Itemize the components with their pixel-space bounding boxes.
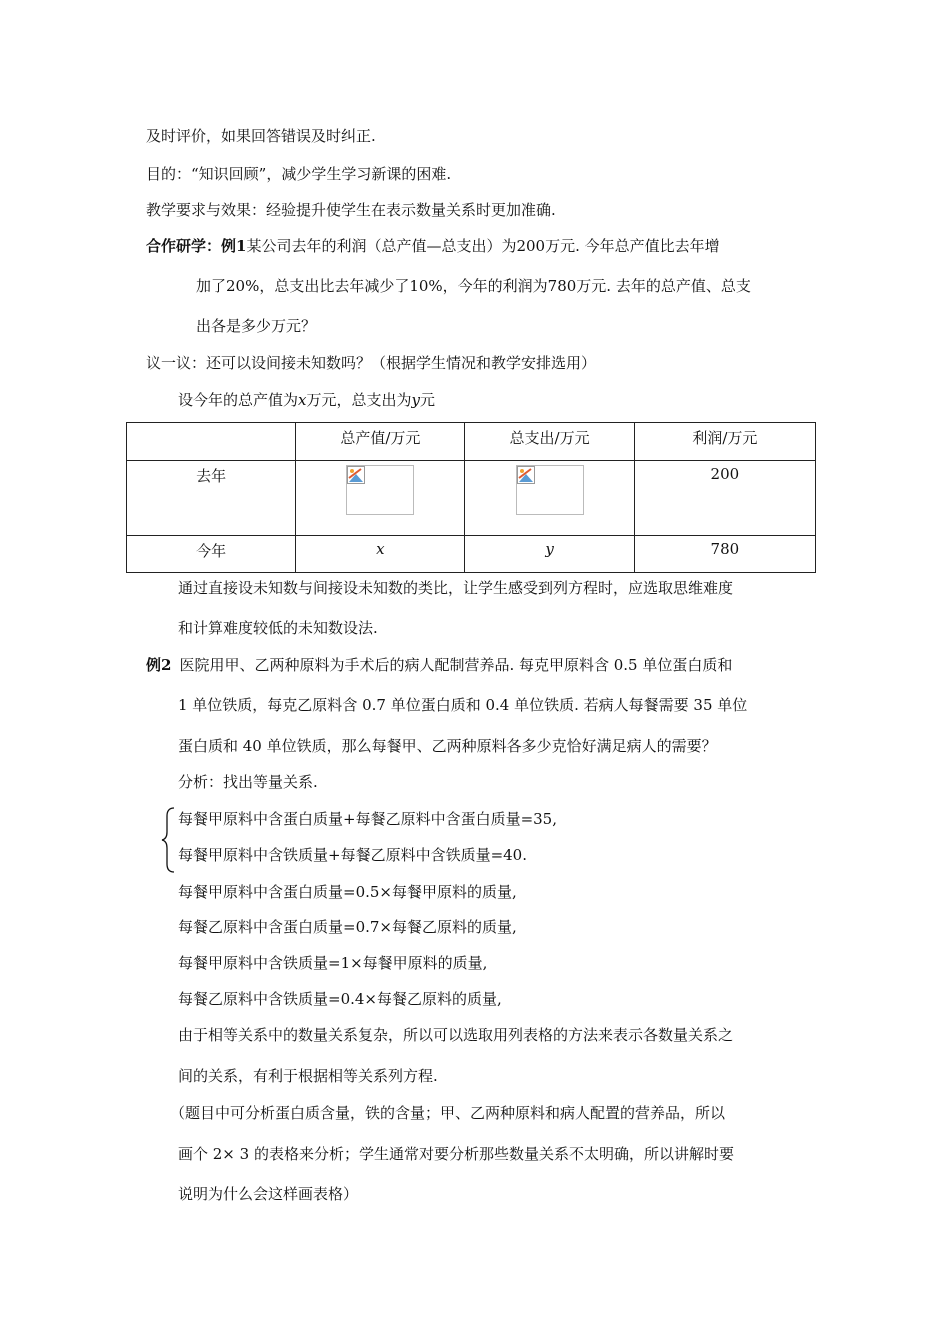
broken-image-icon [347,466,365,484]
table-cell: 200 [634,461,815,536]
example-2-cont-1: 1 单位铁质，每克乙原料含 0.7 单位蛋白质和 0.4 单位铁质. 若病人每餐需要 35 单位 [178,696,748,714]
relation-3: 每餐甲原料中含铁质量=1×每餐甲原料的质量, [178,954,488,972]
profit-table [126,422,816,573]
after-table-line-2: 和计算难度较低的未知数设法. [178,619,378,637]
paragraph-line-5: 说明为什么会这样画表格） [178,1185,359,1203]
table-row [127,461,816,536]
var-x: x [298,391,307,409]
table-cell [465,461,634,536]
set-variables-line [178,390,435,410]
set-text-b: 万元，总支出为 [306,391,412,409]
broken-image-placeholder [516,465,584,515]
example-2-cont-2: 蛋白质和 40 单位铁质，那么每餐甲、乙两种原料各多少克恰好满足病人的需要？ [178,737,717,755]
set-text-c: 元 [419,391,435,409]
table-cell: 去年 [127,461,296,536]
equation-2: 每餐甲原料中含铁质量+每餐乙原料中含铁质量=40. [178,846,527,864]
table-header-cell [127,423,296,461]
table-header-cell: 总产值/万元 [296,423,465,461]
example-2-label: 例2 [146,656,172,674]
table-cell: x [296,536,465,573]
relation-1: 每餐甲原料中含蛋白质量=0.5×每餐甲原料的质量, [178,883,517,901]
var-y: y [411,391,420,409]
paragraph-line-4: 画个 2× 3 的表格来分析；学生通常对要分析那些数量关系不太明确，所以讲解时要 [178,1145,734,1163]
equation-1: 每餐甲原料中含蛋白质量+每餐乙原料中含蛋白质量=35, [178,810,557,828]
table-header-cell: 利润/万元 [634,423,815,461]
paragraph-line-3: （题目中可分析蛋白质含量，铁的含量；甲、乙两种原料和病人配置的营养品，所以 [170,1104,726,1122]
text-line-1: 及时评价，如果回答错误及时纠正. [146,127,376,145]
table-row [127,536,816,573]
example-2-line [146,655,732,675]
paragraph-line-1: 由于相等关系中的数量关系复杂，所以可以选取用列表格的方法来表示各数量关系之 [178,1026,734,1044]
relation-2: 每餐乙原料中含蛋白质量=0.7×每餐乙原料的质量, [178,918,517,936]
coop-study-label: 合作研学：例1 [146,237,247,255]
table-header-row [127,423,816,461]
text-line-2: 目的：“知识回顾”，减少学生学习新课的困难. [146,165,452,183]
table-cell: 780 [634,536,815,573]
table-cell: 今年 [127,536,296,573]
relation-4: 每餐乙原料中含铁质量=0.4×每餐乙原料的质量, [178,990,502,1008]
table-cell: y [465,536,634,573]
text-line-3: 教学要求与效果：经验提升使学生在表示数量关系时更加准确. [146,201,556,219]
broken-image-icon [517,466,535,484]
coop-study-cont-2: 出各是多少万元？ [196,317,317,335]
table-cell [296,461,465,536]
discuss-line: 议一议：还可以设间接未知数吗？（根据学生情况和教学安排选用） [146,354,597,372]
after-table-line-1: 通过直接设未知数与间接设未知数的类比，让学生感受到列方程时，应选取思维难度 [178,579,734,597]
left-brace-icon [160,806,176,874]
paragraph-line-2: 间的关系，有利于根据相等关系列方程. [178,1067,438,1085]
table-header-cell: 总支出/万元 [465,423,634,461]
coop-study-text: 某公司去年的利润（总产值—总支出）为200万元. 今年总产值比去年增 [246,237,720,255]
coop-study-line [146,236,720,256]
analysis-line: 分析：找出等量关系. [178,773,318,791]
example-2-text: 医院用甲、乙两种原料为手术后的病人配制营养品. 每克甲原料含 0.5 单位蛋白质和 [179,656,733,674]
coop-study-cont-1: 加了20%，总支出比去年减少了10%，今年的利润为780万元. 去年的总产值、总支 [196,277,751,295]
broken-image-placeholder [346,465,414,515]
set-text-a: 设今年的总产值为 [178,391,299,409]
